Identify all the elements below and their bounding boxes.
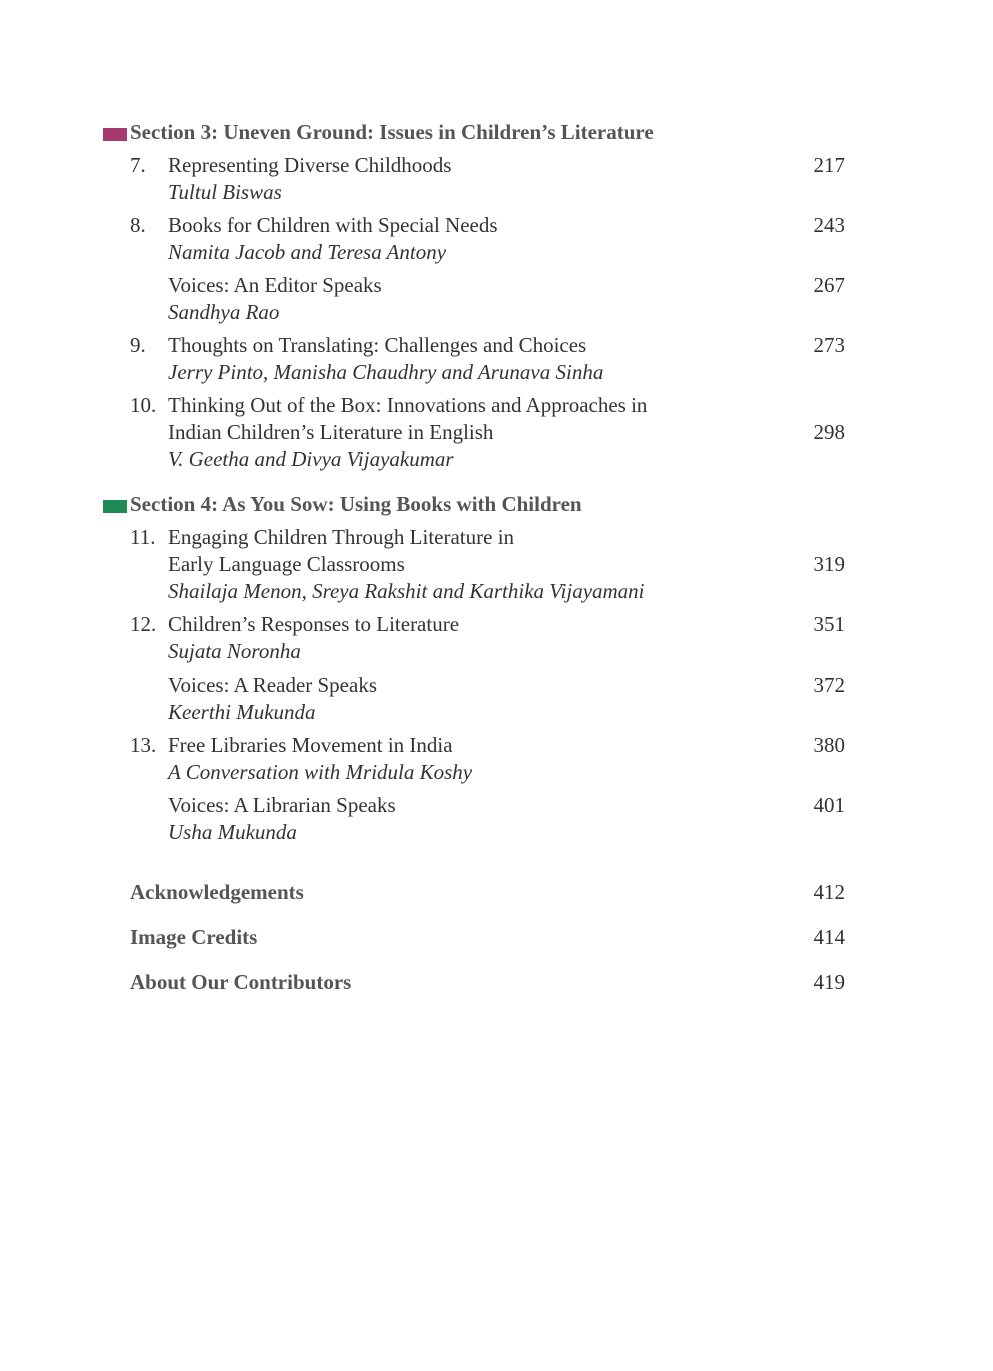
toc-entry[interactable] [130, 792, 845, 852]
section-header [103, 491, 863, 521]
entry-number: 10. [130, 393, 157, 417]
toc-entry[interactable] [130, 672, 845, 732]
entry-title-line-2: Early Language Classrooms [168, 552, 405, 576]
section-4 [103, 491, 863, 852]
entry-author: Tultul Biswas [168, 180, 282, 204]
back-matter-title: About Our Contributors [130, 970, 352, 994]
entry-number: 12. [130, 612, 157, 636]
entry-page: 380 [813, 733, 845, 757]
entry-author: Shailaja Menon, Sreya Rakshit and Karthika Vijayamani [168, 579, 645, 603]
entry-number: 11. [130, 525, 156, 549]
toc-entry[interactable] [130, 272, 845, 332]
entry-number: 7. [130, 153, 146, 177]
entry-author: Sandhya Rao [168, 300, 280, 324]
entry-author: Jerry Pinto, Manisha Chaudhry and Arunava Sinha [168, 360, 604, 384]
entry-page: 217 [813, 153, 845, 177]
entry-page: 401 [813, 793, 845, 817]
entry-title: Representing Diverse Childhoods [168, 153, 452, 177]
back-matter-title: Image Credits [130, 925, 258, 949]
toc-entry[interactable] [130, 332, 845, 392]
section-header [103, 119, 863, 149]
section-title: Section 3: Uneven Ground: Issues in Children’s Literature [130, 120, 654, 144]
entry-number: 13. [130, 733, 157, 757]
entry-title: Free Libraries Movement in India [168, 733, 453, 757]
entry-author: Usha Mukunda [168, 820, 297, 844]
entry-title-line-2: Indian Children’s Literature in English [168, 420, 494, 444]
section-title: Section 4: As You Sow: Using Books with Children [130, 492, 582, 516]
back-matter-acknowledgements[interactable] [130, 879, 845, 906]
section-color-marker [103, 128, 127, 141]
section-3 [103, 119, 863, 473]
entry-page: 298 [813, 420, 845, 444]
entry-page: 243 [813, 213, 845, 237]
entry-number: 8. [130, 213, 146, 237]
entry-author: V. Geetha and Divya Vijayakumar [168, 447, 454, 471]
back-matter-title: Acknowledgements [130, 880, 304, 904]
back-matter-page: 419 [813, 970, 845, 994]
entry-author: Sujata Noronha [168, 639, 301, 663]
entry-author: A Conversation with Mridula Koshy [168, 760, 473, 784]
entry-title: Voices: An Editor Speaks [168, 273, 382, 297]
back-matter-page: 412 [813, 880, 845, 904]
back-matter-image-credits[interactable] [130, 924, 845, 951]
entry-author: Namita Jacob and Teresa Antony [168, 240, 447, 264]
toc-entry[interactable] [130, 392, 845, 473]
toc-entry[interactable] [130, 212, 845, 272]
entry-number: 9. [130, 333, 146, 357]
back-matter-page: 414 [813, 925, 845, 949]
entry-title-line-1: Engaging Children Through Literature in [168, 525, 515, 549]
entry-page: 372 [813, 673, 845, 697]
entry-title: Children’s Responses to Literature [168, 612, 460, 636]
section-color-marker [103, 500, 127, 513]
entry-title: Voices: A Reader Speaks [168, 673, 377, 697]
toc-entry[interactable] [130, 524, 845, 611]
entry-title: Books for Children with Special Needs [168, 213, 498, 237]
entry-title: Thoughts on Translating: Challenges and Choices [168, 333, 587, 357]
entry-page: 273 [813, 333, 845, 357]
toc-entry[interactable] [130, 611, 845, 672]
toc-entry[interactable] [130, 732, 845, 792]
entry-author: Keerthi Mukunda [168, 700, 316, 724]
back-matter-contributors[interactable] [130, 969, 845, 996]
entry-page: 351 [813, 612, 845, 636]
entry-title: Voices: A Librarian Speaks [168, 793, 396, 817]
entry-page: 267 [813, 273, 845, 297]
entry-page: 319 [813, 552, 845, 576]
entry-title-line-1: Thinking Out of the Box: Innovations and Approaches in [168, 393, 648, 417]
toc-entry[interactable] [130, 152, 845, 212]
